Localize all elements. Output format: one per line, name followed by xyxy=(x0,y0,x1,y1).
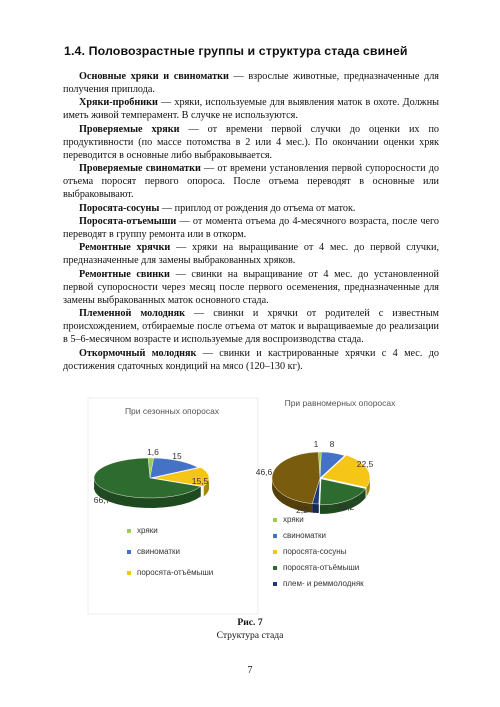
term: Откормочный молодняк xyxy=(79,347,197,359)
right-legend xyxy=(273,515,364,588)
right-label-weaned: 19,2 xyxy=(337,502,355,512)
right-label-other: 46,6 xyxy=(255,467,273,477)
definition: — свинки на выращивание от 4 мес. до установленной первой супоросности через месяц после первого осеменения, предназначенные для замены выбракованных маток основного стада. xyxy=(63,268,439,306)
definition: — взрослые животные, предназначенные для получения приплода. xyxy=(63,71,439,96)
right-legend-swatch xyxy=(273,566,277,570)
definition: — хряки на выращивание от 4 мес. до первой случки, предназначенные для замены выбракованных хряков. xyxy=(63,242,440,267)
left-legend-item: хряки xyxy=(137,526,158,535)
definition: — от времени установления первой супоросности до отъема поросят первого опороса. После отъема переводят в основные или выбраковывают. xyxy=(63,163,439,201)
term: Проверяемые хряки xyxy=(79,123,180,135)
left-label-weaned-small: 15,5 xyxy=(191,476,209,486)
right-label-sows: 8 xyxy=(329,439,335,449)
right-legend-swatch xyxy=(273,582,277,586)
right-legend-item: плем- и реммолодняк xyxy=(283,579,364,588)
definition: — от времени первой случки до оценки их по продуктивности (по массе потомства в 2 или 4 мес.). По окончании оценки хряк переводится в основные либо выбраковывается. xyxy=(63,123,440,161)
right-legend-item: хряки xyxy=(283,515,304,524)
page-number: 7 xyxy=(247,665,253,676)
definition: — от момента отъема до 4-месячного возраста, после чего переводят в группу ремонта или в откорм. xyxy=(63,215,439,241)
term: Ремонтные хрячки xyxy=(79,242,171,254)
definition: — хряки, используемые для выявления маток в охоте. Должны иметь живой темперамент. В случке не используются. xyxy=(63,97,439,122)
left-legend-swatch xyxy=(127,571,131,575)
section-heading: 1.4. Половозрастные группы и структура стада свиней xyxy=(64,44,408,58)
right-legend-swatch xyxy=(273,518,277,522)
right-legend-swatch xyxy=(273,534,277,538)
left-legend-swatch xyxy=(127,529,131,533)
figure-title: Структура стада xyxy=(216,630,284,641)
definition: — приплод от рождения до отъема от маток. xyxy=(159,202,356,214)
right-pie xyxy=(272,452,370,514)
definition: — свинки и кастрированные хрячки с 4 мес. до достижения сдаточных кондиций на мясо (120–130 кг). xyxy=(63,347,439,372)
right-legend-swatch xyxy=(273,550,277,554)
term: Хряки-пробники xyxy=(79,97,158,109)
term: Поросята-сосуны xyxy=(79,202,160,214)
term: Поросята-отъемыши xyxy=(79,215,177,227)
right-label-breeding: 2,2 xyxy=(296,505,308,515)
figure-label: Рис. 7 xyxy=(237,617,263,628)
left-chart-title: При сезонных опоросах xyxy=(124,406,220,416)
definition: — свинки и хрячки от родителей с известным происхождением, отбираемые после отъема от маток и выращиваемые до реализации в 5–6-месячном возрасте и используемые для воспроизводства стада. xyxy=(63,308,440,346)
left-label-sows: 15 xyxy=(172,451,182,461)
left-legend-item: поросята-отъёмыши xyxy=(137,568,214,577)
left-label-weaned-large: 66,7 xyxy=(93,495,111,505)
left-label-boars: 1,6 xyxy=(147,447,159,457)
right-label-suckling: 22,5 xyxy=(356,459,374,469)
right-label-boars: 1 xyxy=(313,439,319,449)
term: Ремонтные свинки xyxy=(79,268,170,280)
right-chart-title: При равномерных опоросах xyxy=(284,398,396,408)
left-legend-item: свиноматки xyxy=(137,547,180,556)
term: Основные хряки и свиноматки xyxy=(79,71,229,82)
right-legend-item: поросята-сосуны xyxy=(283,547,347,556)
right-legend-item: поросята-отъёмыши xyxy=(283,563,360,572)
left-legend-swatch xyxy=(127,550,131,554)
term: Проверяемые свиноматки xyxy=(79,163,201,175)
term: Племенной молодняк xyxy=(79,308,186,320)
left-legend xyxy=(127,526,213,577)
right-legend-item: свиноматки xyxy=(283,531,326,540)
pie-wall-breeding xyxy=(312,504,319,513)
